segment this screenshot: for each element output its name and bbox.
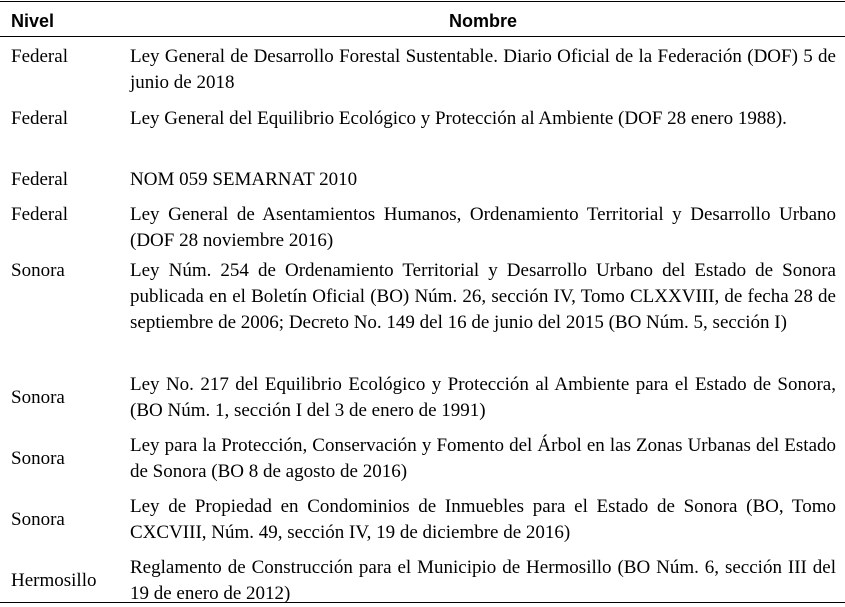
nombre-cell: Ley General de Asentamientos Humanos, Ordenamiento Territorial y Desarrollo Urbano (DOF 28 noviembre 2016) xyxy=(130,204,836,251)
nombre-cell: Ley de Propiedad en Condominios de Inmuebles para el Estado de Sonora (BO, Tomo CXCVIII, Núm. 49, sección IV, 19 de diciembre de 2016) xyxy=(130,496,836,543)
nombre-cell: Ley para la Protección, Conservación y Fomento del Árbol en las Zonas Urbanas del Estado de Sonora (BO 8 de agosto de 2016) xyxy=(130,435,836,482)
nivel-cell: Sonora xyxy=(11,260,65,281)
nivel-cell: Federal xyxy=(11,46,68,67)
column-header-nombre: Nombre xyxy=(448,11,517,31)
column-header-nivel: Nivel xyxy=(11,11,55,31)
nombre-cell: NOM 059 SEMARNAT 2010 xyxy=(130,169,358,190)
nivel-cell: Sonora xyxy=(11,448,65,469)
nombre-cell: Ley Núm. 254 de Ordenamiento Territorial y Desarrollo Urbano del Estado de Sonora publicada en el Boletín Oficial (BO) Núm. 26, sección IV, Tomo CLXXVIII, de fecha 28 de septiembre de 2006; Decreto No. 149 del 16 de junio del 2015 (BO Núm. 5, sección I) xyxy=(130,260,836,333)
table-top-rule xyxy=(0,1,845,2)
nivel-cell: Sonora xyxy=(11,387,65,408)
nombre-cell: Ley No. 217 del Equilibrio Ecológico y Protección al Ambiente para el Estado de Sonora, (BO Núm. 1, sección I del 3 de enero de 1991) xyxy=(130,374,836,421)
nivel-cell: Federal xyxy=(11,169,68,190)
nombre-cell: Reglamento de Construcción para el Municipio de Hermosillo (BO Núm. 6, sección III del 19 de enero de 2012) xyxy=(130,557,836,604)
table-bottom-rule xyxy=(0,602,845,603)
nivel-cell: Federal xyxy=(11,108,68,129)
nombre-cell: Ley General de Desarrollo Forestal Sustentable. Diario Oficial de la Federación (DOF) 5 de junio de 2018 xyxy=(130,46,836,93)
nivel-cell: Federal xyxy=(11,204,68,225)
header-rule xyxy=(0,36,845,37)
nombre-cell: Ley General del Equilibrio Ecológico y Protección al Ambiente (DOF 28 enero 1988). xyxy=(130,108,787,129)
nivel-cell: Sonora xyxy=(11,509,65,530)
nivel-cell: Hermosillo xyxy=(11,570,97,591)
